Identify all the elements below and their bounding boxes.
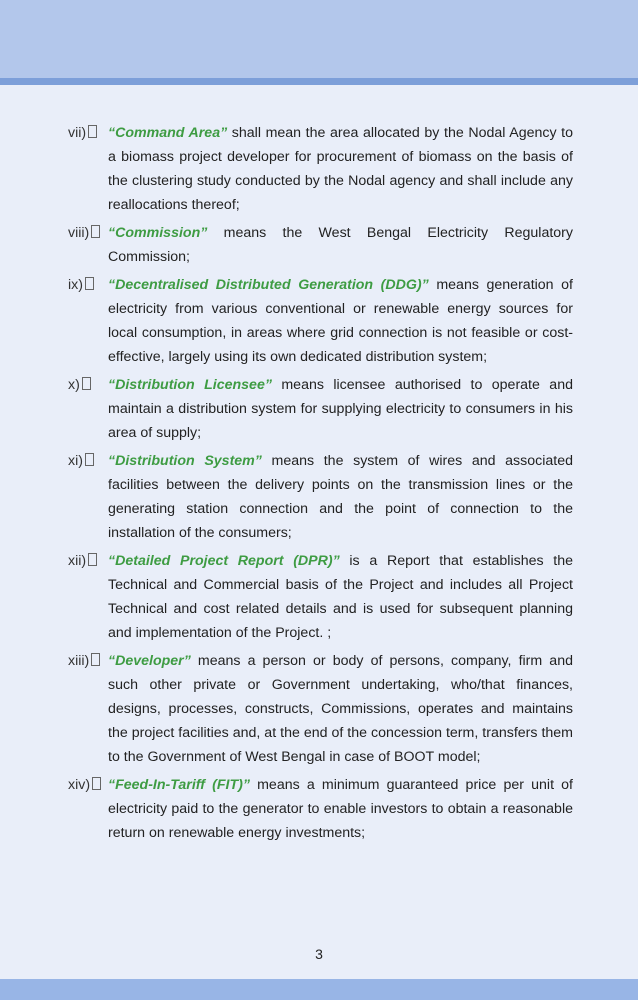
- definition-entry: [68, 649, 573, 769]
- definition-text: shall mean the area allocated by the Nodal Agency to a biomass project developer for procurement of biomass on the basis of the clustering study conducted by the Nodal agency and shall include any reallocations thereof;: [108, 125, 573, 213]
- entry-number: ix): [68, 273, 108, 297]
- definition-entry: [68, 273, 573, 369]
- definition-entry: [68, 549, 573, 645]
- defined-term: “Commission”: [108, 225, 208, 241]
- header-band: [0, 0, 638, 78]
- defined-term: “Command Area”: [108, 125, 228, 141]
- definition-entry: [68, 449, 573, 545]
- entry-number: xii): [68, 549, 108, 573]
- entry-number: xiii): [68, 649, 108, 673]
- definition-text: means the West Bengal Electricity Regulatory Commission;: [108, 225, 573, 265]
- missing-glyph-box: [82, 377, 91, 390]
- entry-number: x): [68, 373, 108, 397]
- definition-text: means licensee authorised to operate and maintain a distribution system for supplying electricity to consumers in his area of supply;: [108, 377, 573, 441]
- definition-entry: [68, 221, 573, 269]
- entry-number: xi): [68, 449, 108, 473]
- defined-term: “Developer”: [108, 653, 191, 669]
- entry-number: vii): [68, 121, 108, 145]
- missing-glyph-box: [91, 653, 100, 666]
- definition-text: means a minimum guaranteed price per unit of electricity paid to the generator to enable investors to obtain a reasonable return on renewable energy investments;: [108, 777, 573, 841]
- definitions-list: [68, 121, 573, 849]
- defined-term: “Decentralised Distributed Generation (DDG)”: [108, 277, 429, 293]
- definition-entry: [68, 373, 573, 445]
- missing-glyph-box: [85, 453, 94, 466]
- definition-text: means generation of electricity from various conventional or renewable energy sources for local consumption, in areas where grid connection is not feasible or cost-effective, largely using its own dedicated distribution system;: [108, 277, 573, 365]
- defined-term: “Feed-In-Tariff (FIT)”: [108, 777, 250, 793]
- defined-term: “Distribution System”: [108, 453, 262, 469]
- defined-term: “Distribution Licensee”: [108, 377, 272, 393]
- missing-glyph-box: [92, 777, 101, 790]
- defined-term: “Detailed Project Report (DPR)”: [108, 553, 340, 569]
- definition-entry: [68, 773, 573, 845]
- missing-glyph-box: [88, 125, 97, 138]
- missing-glyph-box: [91, 225, 100, 238]
- entry-number: viii): [68, 221, 108, 245]
- page-number: 3: [315, 946, 323, 962]
- definition-entry: [68, 121, 573, 217]
- definition-text: is a Report that establishes the Technical and Commercial basis of the Project and includes all Project Technical and cost related details and is used for subsequent planning and implementation of the Project. ;: [108, 553, 573, 641]
- entry-number: xiv): [68, 773, 108, 797]
- definition-text: means a person or body of persons, company, firm and such other private or Government undertaking, who/that finances, designs, processes, constructs, Commissions, operates and maintains the project facilities and, at the end of the concession term, transfers them to the Government of West Bengal in case of BOOT model;: [108, 653, 573, 765]
- missing-glyph-box: [88, 553, 97, 566]
- header-accent-line: [0, 78, 638, 85]
- definition-text: means the system of wires and associated facilities between the delivery points on the transmission lines or the generating station connection and the point of connection to the installation of the consumers;: [108, 453, 573, 541]
- footer-band: [0, 979, 638, 1000]
- missing-glyph-box: [85, 277, 94, 290]
